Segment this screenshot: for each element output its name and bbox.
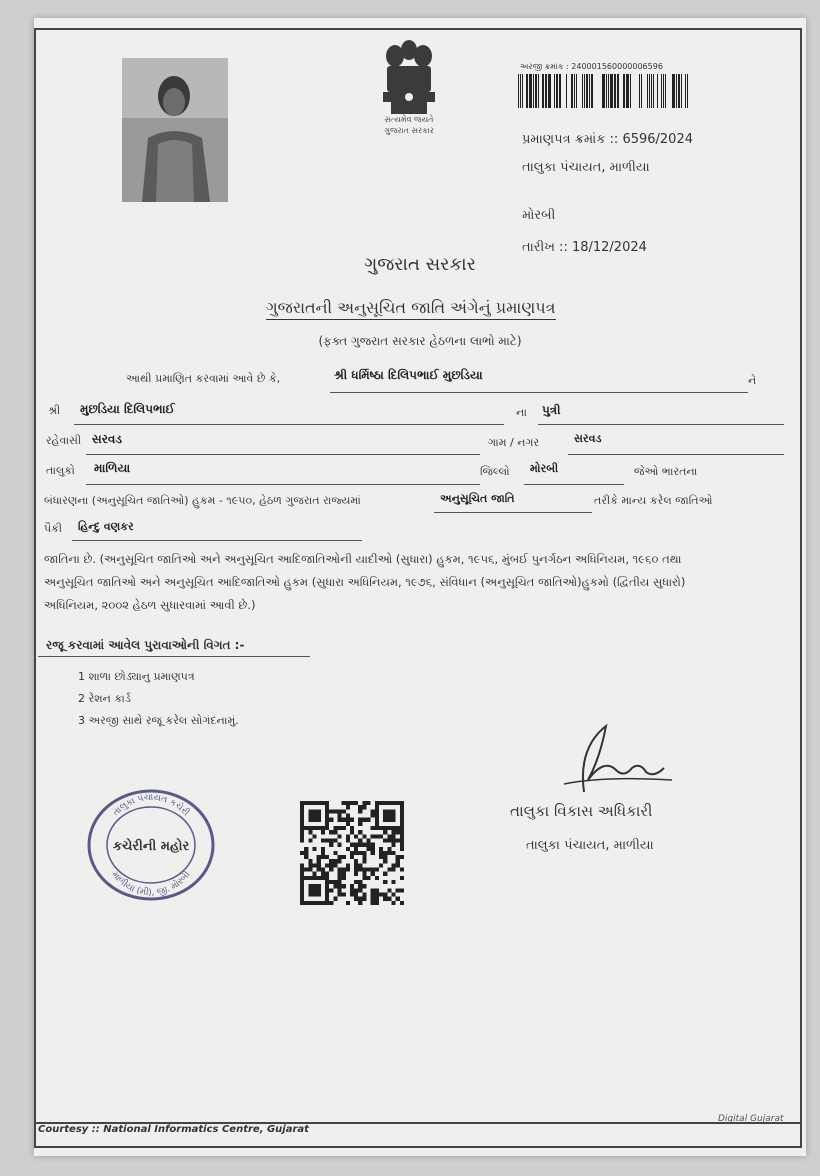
documents-list: [78, 666, 239, 732]
taluka-label: તાલુકો: [46, 464, 75, 477]
father-name: મુછડિયા દિલિપભાઈ: [80, 402, 175, 416]
caste-value: હિન્દુ વણકર: [78, 520, 134, 533]
certify-text: આથી પ્રમાણિત કરવામાં આવે છે કે,: [126, 372, 281, 385]
paiki-text: પૈકી: [44, 522, 63, 535]
father-underline: [74, 424, 504, 425]
certificate-title: ગુજરાતની અનુસૂચિત જાતિ અંગેનું પ્રમાણપત્ર: [266, 298, 556, 320]
issuing-office: તાલુકા પંચાયત, માળીયા: [522, 160, 650, 175]
resident-underline: [86, 454, 480, 455]
officer-office: તાલુકા પંચાયત, માળીયા: [526, 838, 654, 853]
district-underline: [524, 484, 624, 485]
certificate-note: (ફક્ત ગુજરાત સરકાર હેઠળના લાભો માટે): [318, 334, 522, 348]
barcode: [518, 74, 688, 108]
documents-underline: [38, 656, 310, 657]
application-number: અરજી ક્રમાંક : 240001560000006596: [520, 62, 663, 71]
legal-line-2: અનુસૂચિત જાતિઓ અને અનુસૂચિત આદિજાતિઓ હુકમ (સુધારા અધિનિયમ, ૧૯૭૬, સંવિધાન (અનુસૂચિત જાતિઓ)હુકમો (દ્વિતીય સુધારો): [44, 575, 686, 589]
jeo-label: જેઓ ભારતના: [634, 465, 698, 478]
village-label: ગામ / નગર: [488, 436, 540, 449]
emblem-motto: સત્યમેવ જયતે: [384, 115, 434, 124]
national-emblem-icon: [369, 36, 449, 120]
order-text: બંધારણના (અનુસૂચિત જાતિઓ) હુકમ - ૧૯૫૦, હેઠળ ગુજરાત રાજ્યમાં: [44, 494, 361, 507]
relation-value: પુત્રી: [542, 403, 561, 417]
shri-text: શ્રી: [48, 404, 61, 417]
document-item: 3 અરજી સાથે રજૂ કરેલ સોગંદનામું.: [78, 714, 239, 727]
taluka-value: માળિયા: [94, 461, 131, 475]
certificate-page: [34, 18, 806, 1156]
na-text: ના: [516, 406, 527, 419]
qr-code: [300, 800, 404, 906]
legal-paragraph: [44, 548, 794, 617]
village-underline: [568, 454, 784, 455]
courtesy-text: Courtesy :: National Informatics Centre, Gujarat: [38, 1124, 309, 1135]
officer-signature: [544, 718, 684, 798]
legal-line-1: જાતિના છે. (અનુસૂચિત જાતિઓ અને અનુસૂચિત આદિજાતિઓની યાદીઓ (સુધારા) હુકમ, ૧૯૫૬, મુંબઈ પુનર્ગઠન અધિનિયમ, ૧૯૬૦ તથા: [44, 552, 682, 566]
issuing-district: મોરબી: [522, 208, 556, 223]
village-value: સરવડ: [574, 432, 602, 445]
seal-ring-bottom: માળીયા (મી), જી. મોરબી: [109, 869, 193, 899]
applicant-name: શ્રી ધર્મિષ્ઠા દિલિપભાઈ મુછડિયા: [334, 368, 483, 382]
district-label: જિલ્લો: [480, 465, 510, 478]
taluka-underline: [86, 484, 480, 485]
digital-gujarat-text: Digital Gujarat: [718, 1114, 784, 1124]
document-item: 2 રેશન કાર્ડ: [78, 692, 131, 705]
seal-ring-top: તાલુકા પંચાયત કચેરી: [111, 792, 191, 819]
resident-value: સરવડ: [92, 432, 122, 446]
applicant-photo: [122, 58, 228, 202]
category-value: અનુસૂચિત જાતિ: [440, 492, 515, 505]
issue-date: તારીખ :: 18/12/2024: [522, 240, 647, 255]
name-underline: [330, 392, 748, 393]
caste-underline: [72, 540, 362, 541]
emblem-caption: [354, 114, 464, 136]
documents-heading: રજૂ કરવામાં આવેલ પુરાવાઓની વિગત :-: [46, 638, 245, 652]
legal-line-3: અધિનિયમ, ૨૦૦૨ હેઠળ સુધારવામાં આવી છે.): [44, 598, 256, 612]
district-value: મોરબી: [530, 462, 559, 475]
office-seal-stamp: [84, 786, 218, 904]
certificate-number: પ્રમાણપત્ર ક્રમાંક :: 6596/2024: [522, 132, 693, 147]
recognized-text: તરીકે માન્ય કરેલ જાતિઓ: [594, 494, 713, 507]
seal-center-text: કચેરીની મહોર: [112, 839, 190, 854]
te-text: ને: [748, 374, 757, 387]
document-item: 1 શાળા છોડ્યાનુ પ્રમાણપત્ર: [78, 670, 195, 683]
emblem-govt: ગુજરાત સરકાર: [384, 126, 434, 135]
officer-designation: તાલુકા વિકાસ અધિકારી: [510, 802, 653, 820]
resident-label: રહેવાસી: [46, 434, 82, 447]
category-underline: [434, 512, 592, 513]
relation-underline: [538, 424, 784, 425]
govt-title: ગુજરાત સરકાર: [364, 254, 476, 275]
